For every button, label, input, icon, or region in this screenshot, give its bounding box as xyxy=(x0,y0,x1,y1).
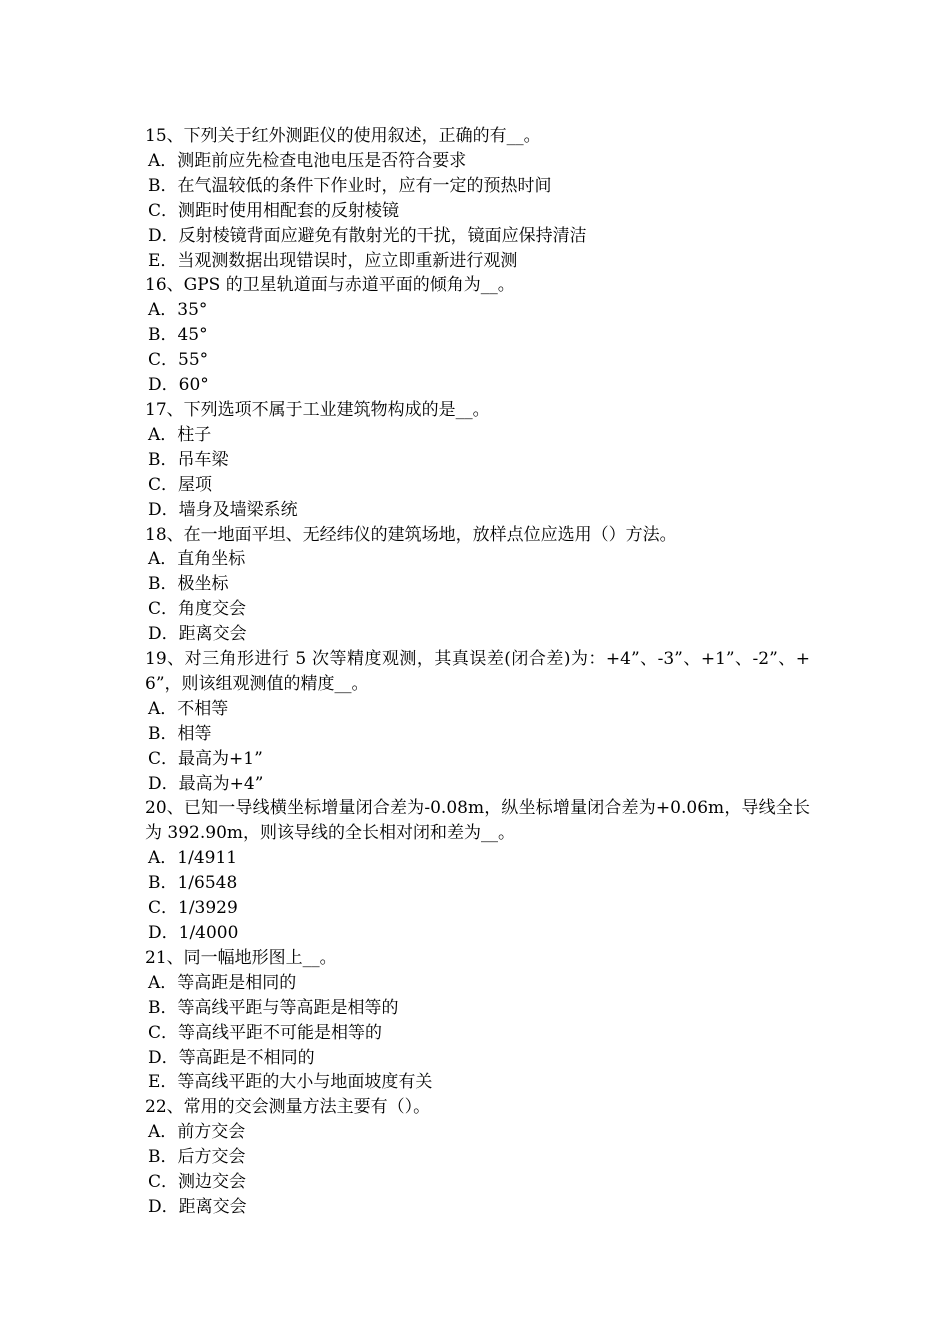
option-d: D．距离交会 xyxy=(148,1196,247,1217)
question-list xyxy=(145,124,810,1220)
option-c: C．最高为+1” xyxy=(148,748,263,769)
option-d: D．最高为+4” xyxy=(148,773,264,794)
option-a: A．柱子 xyxy=(148,424,212,445)
option-b: B．吊车梁 xyxy=(148,449,229,470)
option-d: D．60° xyxy=(148,375,209,396)
question-text: 16、GPS 的卫星轨道面与赤道平面的倾角为__。 xyxy=(145,275,515,296)
option-c: C．1/3929 xyxy=(148,898,238,919)
option-d: D．距离交会 xyxy=(148,624,247,645)
option-b: B．后方交会 xyxy=(148,1147,246,1168)
option-b: B．极坐标 xyxy=(148,574,229,595)
question-text: 20、已知一导线横坐标增量闭合差为-0.08m，纵坐标增量闭合差为+0.06m，导线全长为 392.90m，则该导线的全长相对闭和差为__。 xyxy=(145,798,810,844)
question-21 xyxy=(145,946,810,1095)
option-b: B．相等 xyxy=(148,723,212,744)
option-d: D．等高距是不相同的 xyxy=(148,1047,315,1068)
option-b: B．等高线平距与等高距是相等的 xyxy=(148,997,399,1018)
option-d: D．墙身及墙梁系统 xyxy=(148,499,298,520)
option-c: C．等高线平距不可能是相等的 xyxy=(148,1022,383,1043)
option-c: C．屋项 xyxy=(148,474,213,495)
option-d: D．反射棱镜背面应避免有散射光的干扰，镜面应保持清洁 xyxy=(148,225,587,246)
question-20 xyxy=(145,796,810,945)
option-a: A．测距前应先检查电池电压是否符合要求 xyxy=(148,150,467,171)
option-e: E．当观测数据出现错误时，应立即重新进行观测 xyxy=(148,250,518,271)
option-d: D．1/4000 xyxy=(148,923,239,943)
option-a: A．1/4911 xyxy=(148,848,238,869)
question-text: 21、同一幅地形图上__。 xyxy=(145,947,337,968)
option-c: C．55° xyxy=(148,350,209,371)
question-19 xyxy=(145,647,810,796)
option-a: A．等高距是相同的 xyxy=(148,972,297,993)
option-c: C．测距时使用相配套的反射棱镜 xyxy=(148,200,400,221)
option-b: B．45° xyxy=(148,325,208,346)
option-a: A．直角坐标 xyxy=(148,549,246,570)
question-text: 22、常用的交会测量方法主要有（）。 xyxy=(145,1097,431,1118)
option-b: B．1/6548 xyxy=(148,873,238,894)
option-a: A．前方交会 xyxy=(148,1122,246,1143)
question-17 xyxy=(145,398,810,523)
question-text: 19、对三角形进行 5 次等精度观测，其真误差(闭合差)为：+4”、-3”、+1”、-2”、+6”，则该组观测值的精度__。 xyxy=(145,649,810,694)
question-15 xyxy=(145,124,810,273)
option-e: E．等高线平距的大小与地面坡度有关 xyxy=(148,1072,433,1093)
option-c: C．角度交会 xyxy=(148,599,247,620)
question-22 xyxy=(145,1095,810,1220)
option-b: B．在气温较低的条件下作业时，应有一定的预热时间 xyxy=(148,175,552,196)
option-a: A．不相等 xyxy=(148,698,229,719)
question-text: 15、下列关于红外测距仪的使用叙述，正确的有__。 xyxy=(145,126,541,146)
option-c: C．测边交会 xyxy=(148,1172,247,1193)
question-16 xyxy=(145,273,810,398)
question-18 xyxy=(145,523,810,648)
question-text: 17、下列选项不属于工业建筑物构成的是__。 xyxy=(145,399,490,420)
option-a: A．35° xyxy=(148,300,208,321)
question-text: 18、在一地面平坦、无经纬仪的建筑场地，放样点位应选用（）方法。 xyxy=(145,524,677,545)
